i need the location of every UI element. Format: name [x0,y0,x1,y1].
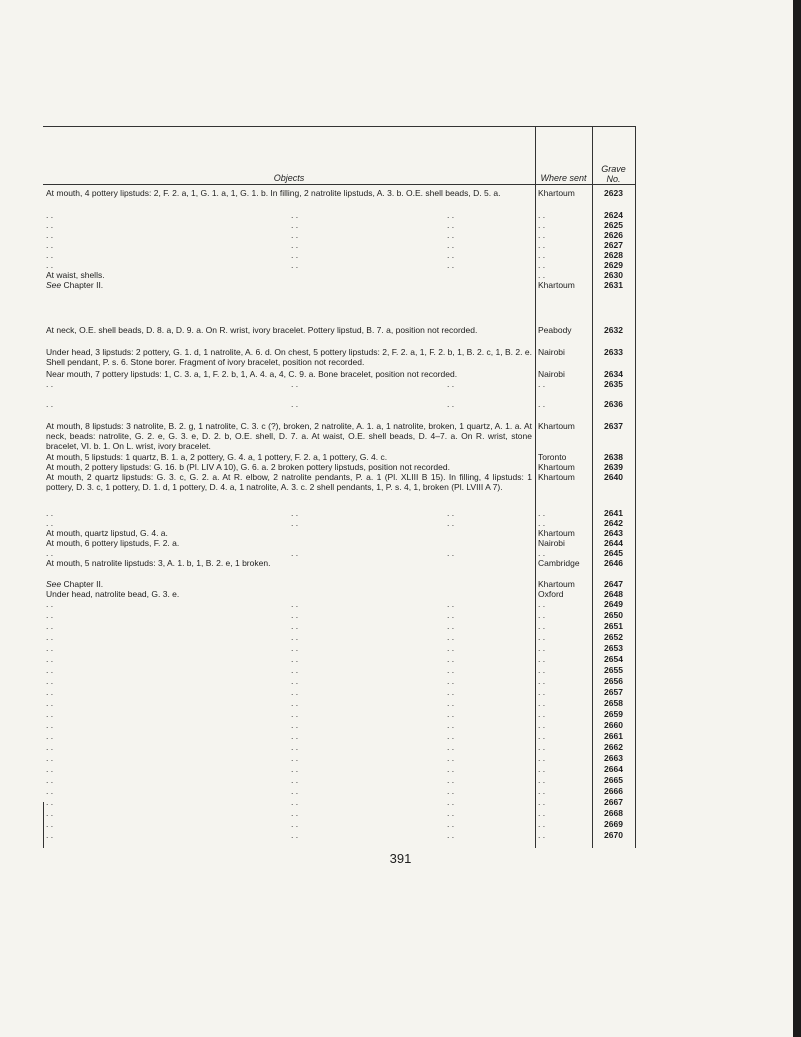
grave-number-cell: 2626 [604,230,623,240]
ditto-mark: . . [447,731,455,741]
ditto-mark: . . [291,599,299,609]
grave-number-cell: 2641 [604,508,623,518]
grave-number-cell: 2630 [604,270,623,280]
grave-number-cell: 2640 [604,472,623,482]
ditto-mark: . . [46,830,54,840]
ditto-mark: . . [447,687,455,697]
where-sent-cell: . . [538,808,546,818]
grave-number-cell: 2627 [604,240,623,250]
header-grave-line1: Grave [601,164,626,174]
where-sent-cell: . . [538,518,546,528]
grave-number-cell: 2668 [604,808,623,818]
grave-number-cell: 2658 [604,698,623,708]
ditto-mark: . . [46,742,54,752]
ditto-mark: . . [447,830,455,840]
where-sent-cell: . . [538,610,546,620]
page-number: 391 [389,851,412,866]
ditto-mark: . . [447,753,455,763]
ditto-mark: . . [46,676,54,686]
ditto-mark: . . [46,260,54,270]
where-sent-cell: . . [538,720,546,730]
ditto-mark: . . [46,731,54,741]
where-sent-cell: . . [538,260,546,270]
ditto-mark: . . [291,720,299,730]
ditto-mark: . . [291,665,299,675]
ditto-mark: . . [291,742,299,752]
objects-cell: At mouth, quartz lipstud, G. 4. a. [46,528,168,538]
grave-number-cell: 2665 [604,775,623,785]
where-sent-cell: Khartoum [538,188,575,198]
ditto-mark: . . [46,240,54,250]
objects-cell: Under head, 3 lipstuds: 2 pottery, G. 1. d, 1 natrolite, A. 6. d. On chest, 5 pottery lipstuds: 2, F. 2. a, 1, F. 2. b, 1, B. 2. c, 1, B. 2. e. Shell pendant, P. s. 6. Stone borer. Fragment of ivory bracelet, position not recorded. [46,347,532,367]
objects-cell: At mouth, 5 natrolite lipstuds: 3, A. 1. b, 1, B. 2. e, 1 broken. [46,558,271,568]
where-sent-cell: . . [538,786,546,796]
grave-number-cell: 2644 [604,538,623,548]
where-sent-cell: . . [538,654,546,664]
scan-edge-bar [793,0,801,1037]
grave-number-cell: 2642 [604,518,623,528]
where-sent-cell: . . [538,797,546,807]
ditto-mark: . . [291,508,299,518]
where-sent-cell: . . [538,548,546,558]
ditto-mark: . . [447,210,455,220]
where-sent-cell: . . [538,270,546,280]
grave-number-cell: 2654 [604,654,623,664]
objects-cell: At mouth, 8 lipstuds: 3 natrolite, B. 2. g, 1 natrolite, C. 3. c (?), broken, 2 natrolite, A. 1. a, 1 natrolite, broken, 1 quartz, A. 1. a. At neck, beads: natrolite, G. 2. e, G. 3. e, D. 2. b, O.E. shell, D. 7. a. At waist, O.E. shell beads, D. 4–7. a. On R. wrist, stone bracelet, VI. b. 1. On L. wrist, ivory bracelet. [46,421,532,451]
grave-number-cell: 2624 [604,210,623,220]
ditto-mark: . . [447,676,455,686]
ditto-mark: . . [291,709,299,719]
where-sent-cell: . . [538,676,546,686]
grave-number-cell: 2651 [604,621,623,631]
ditto-mark: . . [447,508,455,518]
where-sent-cell: . . [538,709,546,719]
ditto-mark: . . [291,731,299,741]
where-sent-cell: . . [538,240,546,250]
ditto-mark: . . [447,720,455,730]
where-sent-cell: Khartoum [538,528,575,538]
objects-cell: Under head, natrolite bead, G. 3. e. [46,589,180,599]
ditto-mark: . . [447,632,455,642]
grave-number-cell: 2638 [604,452,623,462]
objects-cell: At mouth, 6 pottery lipstuds, F. 2. a. [46,538,180,548]
ditto-mark: . . [291,808,299,818]
where-sent-cell: Nairobi [538,538,565,548]
objects-cell: At mouth, 5 lipstuds: 1 quartz, B. 1. a, 2 pottery, G. 4. a, 1 pottery, F. 2. a, 1 pottery, G. 4. c. [46,452,388,462]
grave-number-cell: 2670 [604,830,623,840]
ditto-mark: . . [46,210,54,220]
header-where-sent: Where sent [540,173,587,183]
ditto-mark: . . [291,250,299,260]
ditto-mark: . . [291,698,299,708]
header-grave-line2: No. [606,174,621,184]
grave-number-cell: 2633 [604,347,623,357]
table-body [43,126,636,848]
ditto-mark: . . [291,220,299,230]
objects-cell: At mouth, 2 pottery lipstuds: G. 16. b (Pl. LIV A 10), G. 6. a. 2 broken pottery lipstuds, position not recorded. [46,462,450,472]
ditto-mark: . . [447,797,455,807]
ditto-mark: . . [291,775,299,785]
where-sent-cell: Oxford [538,589,564,599]
ditto-mark: . . [46,654,54,664]
ditto-mark: . . [291,764,299,774]
ditto-mark: . . [447,250,455,260]
grave-number-cell: 2650 [604,610,623,620]
ditto-mark: . . [291,379,299,389]
ditto-mark: . . [291,610,299,620]
grave-number-cell: 2648 [604,589,623,599]
ditto-mark: . . [291,518,299,528]
where-sent-cell: . . [538,764,546,774]
ditto-mark: . . [447,654,455,664]
where-sent-cell: . . [538,399,546,409]
grave-number-cell: 2634 [604,369,623,379]
ditto-mark: . . [447,220,455,230]
ditto-mark: . . [46,819,54,829]
where-sent-cell: Khartoum [538,462,575,472]
ditto-mark: . . [46,518,54,528]
ditto-mark: . . [447,518,455,528]
grave-number-cell: 2629 [604,260,623,270]
grave-number-cell: 2625 [604,220,623,230]
ditto-mark: . . [447,764,455,774]
grave-number-cell: 2631 [604,280,623,290]
where-sent-cell: . . [538,753,546,763]
ditto-mark: . . [46,610,54,620]
ditto-mark: . . [447,260,455,270]
where-sent-cell: . . [538,621,546,631]
ditto-mark: . . [291,210,299,220]
ditto-mark: . . [291,643,299,653]
ditto-mark: . . [447,240,455,250]
objects-cell: At neck, O.E. shell beads, D. 8. a, D. 9. a. On R. wrist, ivory bracelet. Pottery lipstud, B. 7. a, position not recorded. [46,325,478,335]
grave-number-cell: 2646 [604,558,623,568]
ditto-mark: . . [447,786,455,796]
ditto-mark: . . [46,775,54,785]
ditto-mark: . . [46,665,54,675]
ditto-mark: . . [447,621,455,631]
where-sent-cell: . . [538,599,546,609]
objects-cell: At mouth, 4 pottery lipstuds: 2, F. 2. a, 1, G. 1. a, 1, G. 1. b. In filling, 2 natrolite lipstuds, A. 3. b. O.E. shell beads, D. 5. a. [46,188,501,198]
where-sent-cell: . . [538,775,546,785]
ditto-mark: . . [447,665,455,675]
ditto-mark: . . [46,786,54,796]
where-sent-cell: . . [538,742,546,752]
ditto-mark: . . [447,709,455,719]
ditto-mark: . . [46,632,54,642]
where-sent-cell: . . [538,230,546,240]
grave-number-cell: 2660 [604,720,623,730]
ditto-mark: . . [291,830,299,840]
ditto-mark: . . [46,687,54,697]
grave-number-cell: 2655 [604,665,623,675]
grave-number-cell: 2663 [604,753,623,763]
grave-number-cell: 2666 [604,786,623,796]
ditto-mark: . . [291,548,299,558]
grave-number-cell: 2645 [604,548,623,558]
ditto-mark: . . [447,610,455,620]
ditto-mark: . . [46,808,54,818]
ditto-mark: . . [46,720,54,730]
objects-cell: See Chapter II. [46,280,104,290]
where-sent-cell: . . [538,830,546,840]
grave-number-cell: 2656 [604,676,623,686]
ditto-mark: . . [46,250,54,260]
where-sent-cell: . . [538,698,546,708]
ditto-mark: . . [46,698,54,708]
grave-number-cell: 2643 [604,528,623,538]
where-sent-cell: . . [538,819,546,829]
ditto-mark: . . [46,599,54,609]
grave-number-cell: 2661 [604,731,623,741]
where-sent-cell: . . [538,508,546,518]
ditto-mark: . . [291,230,299,240]
ditto-mark: . . [291,753,299,763]
grave-number-cell: 2649 [604,599,623,609]
ditto-mark: . . [46,548,54,558]
where-sent-cell: Cambridge [538,558,580,568]
ditto-mark: . . [46,230,54,240]
ditto-mark: . . [46,709,54,719]
ditto-mark: . . [447,548,455,558]
grave-number-cell: 2659 [604,709,623,719]
ditto-mark: . . [46,764,54,774]
grave-number-cell: 2639 [604,462,623,472]
where-sent-cell: . . [538,379,546,389]
ditto-mark: . . [447,643,455,653]
grave-number-cell: 2657 [604,687,623,697]
where-sent-cell: . . [538,632,546,642]
grave-number-cell: 2623 [604,188,623,198]
ditto-mark: . . [46,379,54,389]
ditto-mark: . . [46,399,54,409]
where-sent-cell: Peabody [538,325,572,335]
objects-cell: Near mouth, 7 pottery lipstuds: 1, C. 3. a, 1, F. 2. b, 1, A. 4. a, 4, C. 9. a. Bone bracelet, position not recorded. [46,369,458,379]
where-sent-cell: Nairobi [538,369,565,379]
ditto-mark: . . [46,643,54,653]
ditto-mark: . . [447,808,455,818]
grave-number-cell: 2628 [604,250,623,260]
where-sent-cell: . . [538,687,546,697]
ditto-mark: . . [46,753,54,763]
ditto-mark: . . [447,819,455,829]
ditto-mark: . . [291,676,299,686]
ditto-mark: . . [447,742,455,752]
ditto-mark: . . [291,632,299,642]
grave-number-cell: 2662 [604,742,623,752]
ditto-mark: . . [291,621,299,631]
ditto-mark: . . [46,621,54,631]
where-sent-cell: . . [538,210,546,220]
grave-number-cell: 2667 [604,797,623,807]
where-sent-cell: Khartoum [538,472,575,482]
grave-number-cell: 2652 [604,632,623,642]
grave-number-cell: 2632 [604,325,623,335]
ditto-mark: . . [447,698,455,708]
ditto-mark: . . [46,508,54,518]
grave-number-cell: 2635 [604,379,623,389]
objects-cell: See Chapter II. [46,579,104,589]
where-sent-cell: . . [538,643,546,653]
ditto-mark: . . [291,399,299,409]
where-sent-cell: Toronto [538,452,567,462]
ditto-mark: . . [291,240,299,250]
where-sent-cell: . . [538,665,546,675]
grave-number-cell: 2653 [604,643,623,653]
ditto-mark: . . [291,786,299,796]
where-sent-cell: Khartoum [538,280,575,290]
ditto-mark: . . [291,687,299,697]
ditto-mark: . . [447,379,455,389]
grave-number-cell: 2664 [604,764,623,774]
grave-number-cell: 2647 [604,579,623,589]
ditto-mark: . . [291,654,299,664]
where-sent-cell: . . [538,220,546,230]
where-sent-cell: Khartoum [538,421,575,431]
ditto-mark: . . [291,819,299,829]
where-sent-cell: Khartoum [538,579,575,589]
where-sent-cell: . . [538,250,546,260]
grave-number-cell: 2636 [604,399,623,409]
ditto-mark: . . [447,230,455,240]
objects-cell: At waist, shells. [46,270,105,280]
ditto-mark: . . [447,775,455,785]
ditto-mark: . . [447,599,455,609]
ditto-mark: . . [291,797,299,807]
grave-register-table [43,126,636,848]
ditto-mark: . . [291,260,299,270]
grave-number-cell: 2637 [604,421,623,431]
where-sent-cell: . . [538,731,546,741]
ditto-mark: . . [447,399,455,409]
ditto-mark: . . [46,220,54,230]
objects-cell: At mouth, 2 quartz lipstuds: G. 3. c, G. 2. a. At R. elbow, 2 natrolite pendants, P. a. 1 (Pl. XLIII B 15). In filling, 4 lipstuds: 1 pottery, D. 3. c, 1 pottery, D. 1. d, 1 pottery, D. 4. a, 1 natrolite, A. 3. c. 2 shell pendants, 1, P. s. 4, 1, broken (Pl. LVIII A 7). [46,472,532,492]
header-objects: Objects [273,173,305,183]
ditto-mark: . . [46,797,54,807]
grave-number-cell: 2669 [604,819,623,829]
where-sent-cell: Nairobi [538,347,565,357]
